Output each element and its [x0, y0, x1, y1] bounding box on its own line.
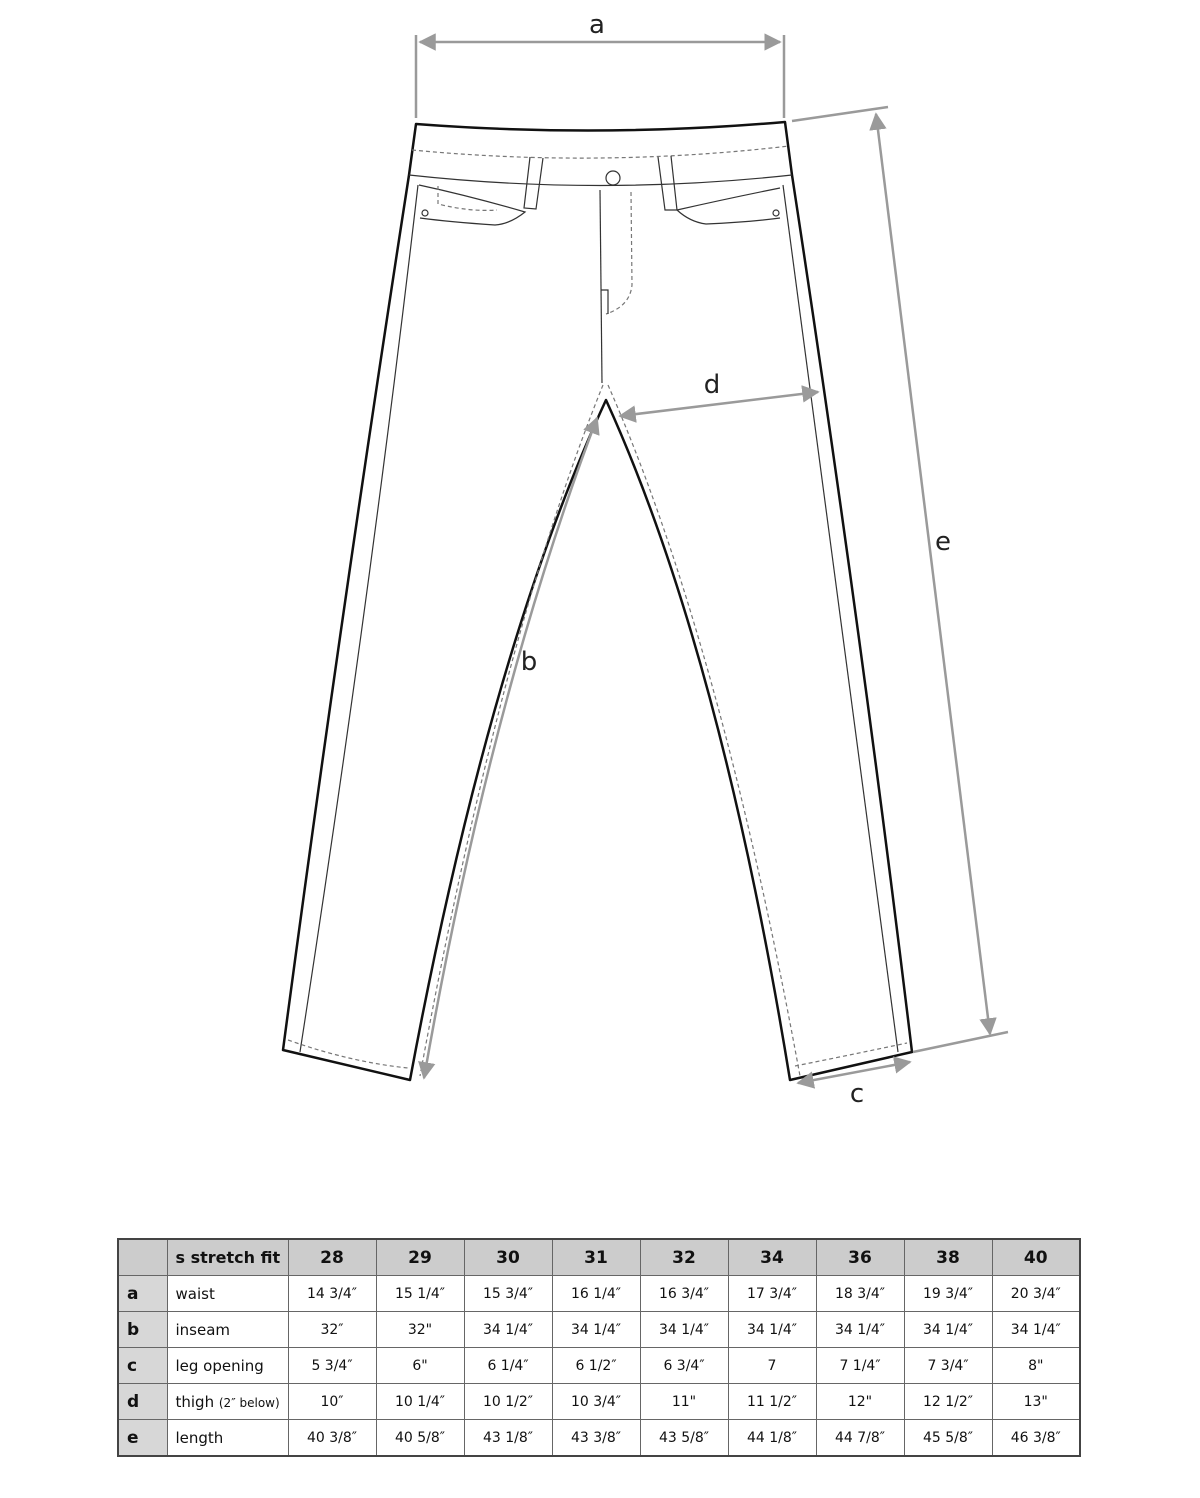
table-cell: 10 1/4″ [376, 1384, 464, 1420]
table-cell: 19 3/4″ [904, 1276, 992, 1312]
measurement-name: waist [167, 1276, 288, 1312]
table-row [118, 1420, 1080, 1457]
table-cell: 17 3/4″ [728, 1276, 816, 1312]
table-cell: 45 5/8″ [904, 1420, 992, 1457]
size-chart-table [117, 1238, 1081, 1457]
table-cell: 7 3/4″ [904, 1348, 992, 1384]
label-d: d [703, 370, 721, 400]
size-header: 29 [376, 1239, 464, 1276]
size-header: 40 [992, 1239, 1080, 1276]
size-header: 31 [552, 1239, 640, 1276]
table-row [118, 1312, 1080, 1348]
size-header: 34 [728, 1239, 816, 1276]
row-key: e [118, 1420, 167, 1457]
table-row [118, 1276, 1080, 1312]
size-header-row [118, 1239, 1080, 1276]
table-cell: 44 1/8″ [728, 1420, 816, 1457]
table-cell: 34 1/4″ [816, 1312, 904, 1348]
label-b: b [520, 647, 538, 677]
size-header: 36 [816, 1239, 904, 1276]
table-cell: 18 3/4″ [816, 1276, 904, 1312]
label-e: e [935, 527, 951, 557]
table-cell: 43 1/8″ [464, 1420, 552, 1457]
table-cell: 16 3/4″ [640, 1276, 728, 1312]
measurement-name [167, 1384, 288, 1420]
table-cell: 43 3/8″ [552, 1420, 640, 1457]
table-cell: 16 1/4″ [552, 1276, 640, 1312]
row-key: b [118, 1312, 167, 1348]
table-cell: 11 1/2″ [728, 1384, 816, 1420]
table-cell: 6 1/2″ [552, 1348, 640, 1384]
measurement-name-text: thigh [175, 1392, 215, 1411]
table-cell: 11" [640, 1384, 728, 1420]
size-header: 38 [904, 1239, 992, 1276]
table-cell: 34 1/4″ [904, 1312, 992, 1348]
jeans-details [288, 146, 907, 1076]
table-cell: 6 3/4″ [640, 1348, 728, 1384]
table-cell: 15 1/4″ [376, 1276, 464, 1312]
size-header: 28 [288, 1239, 376, 1276]
table-cell: 40 5/8″ [376, 1420, 464, 1457]
table-cell: 7 1/4″ [816, 1348, 904, 1384]
dimension-lines [416, 35, 1008, 1083]
row-key: c [118, 1348, 167, 1384]
table-cell: 6" [376, 1348, 464, 1384]
table-cell: 43 5/8″ [640, 1420, 728, 1457]
table-cell: 40 3/8″ [288, 1420, 376, 1457]
measurement-name: length [167, 1420, 288, 1457]
table-row [118, 1348, 1080, 1384]
size-header: 32 [640, 1239, 728, 1276]
table-cell: 44 7/8″ [816, 1420, 904, 1457]
table-cell: 15 3/4″ [464, 1276, 552, 1312]
table-cell: 13" [992, 1384, 1080, 1420]
table-cell: 34 1/4″ [552, 1312, 640, 1348]
measurement-name: inseam [167, 1312, 288, 1348]
corner-cell [118, 1239, 167, 1276]
table-cell: 14 3/4″ [288, 1276, 376, 1312]
measurement-note: (2″ below) [218, 1395, 280, 1410]
dimension-b-line [424, 418, 597, 1078]
table-row [118, 1384, 1080, 1420]
label-a: a [589, 10, 605, 40]
table-cell: 46 3/8″ [992, 1420, 1080, 1457]
table-cell: 5 3/4″ [288, 1348, 376, 1384]
table-cell: 12 1/2″ [904, 1384, 992, 1420]
table-cell: 10″ [288, 1384, 376, 1420]
table-cell: 8" [992, 1348, 1080, 1384]
table-cell: 12" [816, 1384, 904, 1420]
table-cell: 34 1/4″ [464, 1312, 552, 1348]
fit-name: s stretch fit [167, 1239, 288, 1276]
table-cell: 7 [728, 1348, 816, 1384]
measurement-name: leg opening [167, 1348, 288, 1384]
jeans-outline [283, 122, 912, 1080]
label-c: c [849, 1079, 865, 1109]
row-key: a [118, 1276, 167, 1312]
table-cell: 34 1/4″ [640, 1312, 728, 1348]
row-key: d [118, 1384, 167, 1420]
size-header: 30 [464, 1239, 552, 1276]
table-cell: 34 1/4″ [992, 1312, 1080, 1348]
table-cell: 20 3/4″ [992, 1276, 1080, 1312]
table-cell: 32" [376, 1312, 464, 1348]
table-cell: 10 1/2″ [464, 1384, 552, 1420]
table-cell: 32″ [288, 1312, 376, 1348]
table-cell: 34 1/4″ [728, 1312, 816, 1348]
table-cell: 10 3/4″ [552, 1384, 640, 1420]
table-cell: 6 1/4″ [464, 1348, 552, 1384]
